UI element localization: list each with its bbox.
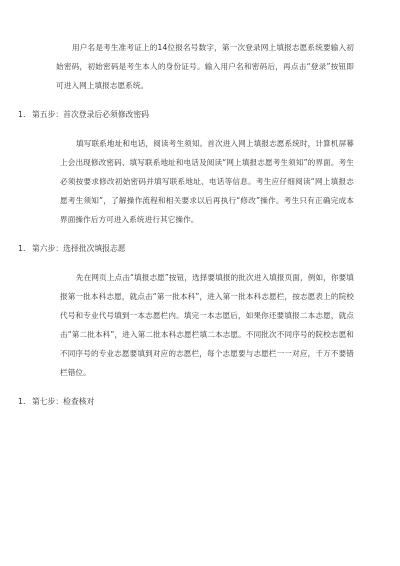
spacer bbox=[60, 382, 354, 395]
step-heading-6 bbox=[18, 242, 354, 256]
spacer bbox=[60, 95, 354, 108]
step-6-paragraph: 先在网页上点击“填报志愿”按钮，选择要填报的批次进入填报页面，例如，你要填报第一批本科志愿，就点击“第一批本科”，进入第一批本科志愿栏，按志愿表上的院校代号和专业代号填到一本志愿栏内。填完一本志愿后，如果你还要填报二本志愿，就点击“第二批本科”，进入第二批本科志愿栏填二本志愿。不同批次不同序号的院校志愿和不同序号的专业志愿要填到对应的志愿栏，每个志愿要与志愿栏一一对应，千万不要错栏错位。 bbox=[60, 273, 354, 377]
spacer bbox=[60, 256, 354, 268]
spacer bbox=[60, 229, 354, 242]
step-number: 1. bbox=[18, 110, 26, 119]
intro-paragraph: 用户名是考生准考证上的14位报名号数字，第一次登录网上填报志愿系统要输入初始密码，初始密码是考生本人的身份证号。输入用户名和密码后，再点击“登录”按钮即可进入网上填报志愿系统。 bbox=[56, 43, 354, 90]
step-number: 1. bbox=[18, 397, 26, 406]
step-5-paragraph: 填写联系地址和电话，阅读考生须知。首次进入网上填报志愿系统时，计算机屏幕上会出现修改密码、填写联系地址和电话及阅读“网上填报志愿考生须知”的界面。考生必须按要求修改初始密码并填写联系地址、电话等信息。考生应仔细阅读“网上填报志愿考生须知”，了解操作流程和相关要求以后再执行“修改”操作。考生只有正确完成本界面操作后方可进入系统进行其它操作。 bbox=[60, 139, 354, 224]
step-title: 第五步：首次登录后必须修改密码 bbox=[32, 110, 149, 119]
step-number: 1. bbox=[18, 244, 26, 253]
step-title: 第七步：检查核对 bbox=[32, 397, 95, 406]
step-title: 第六步：选择批次填报志愿 bbox=[32, 244, 126, 253]
step-heading-7 bbox=[18, 395, 354, 409]
spacer bbox=[60, 122, 354, 134]
step-heading-5 bbox=[18, 108, 354, 122]
